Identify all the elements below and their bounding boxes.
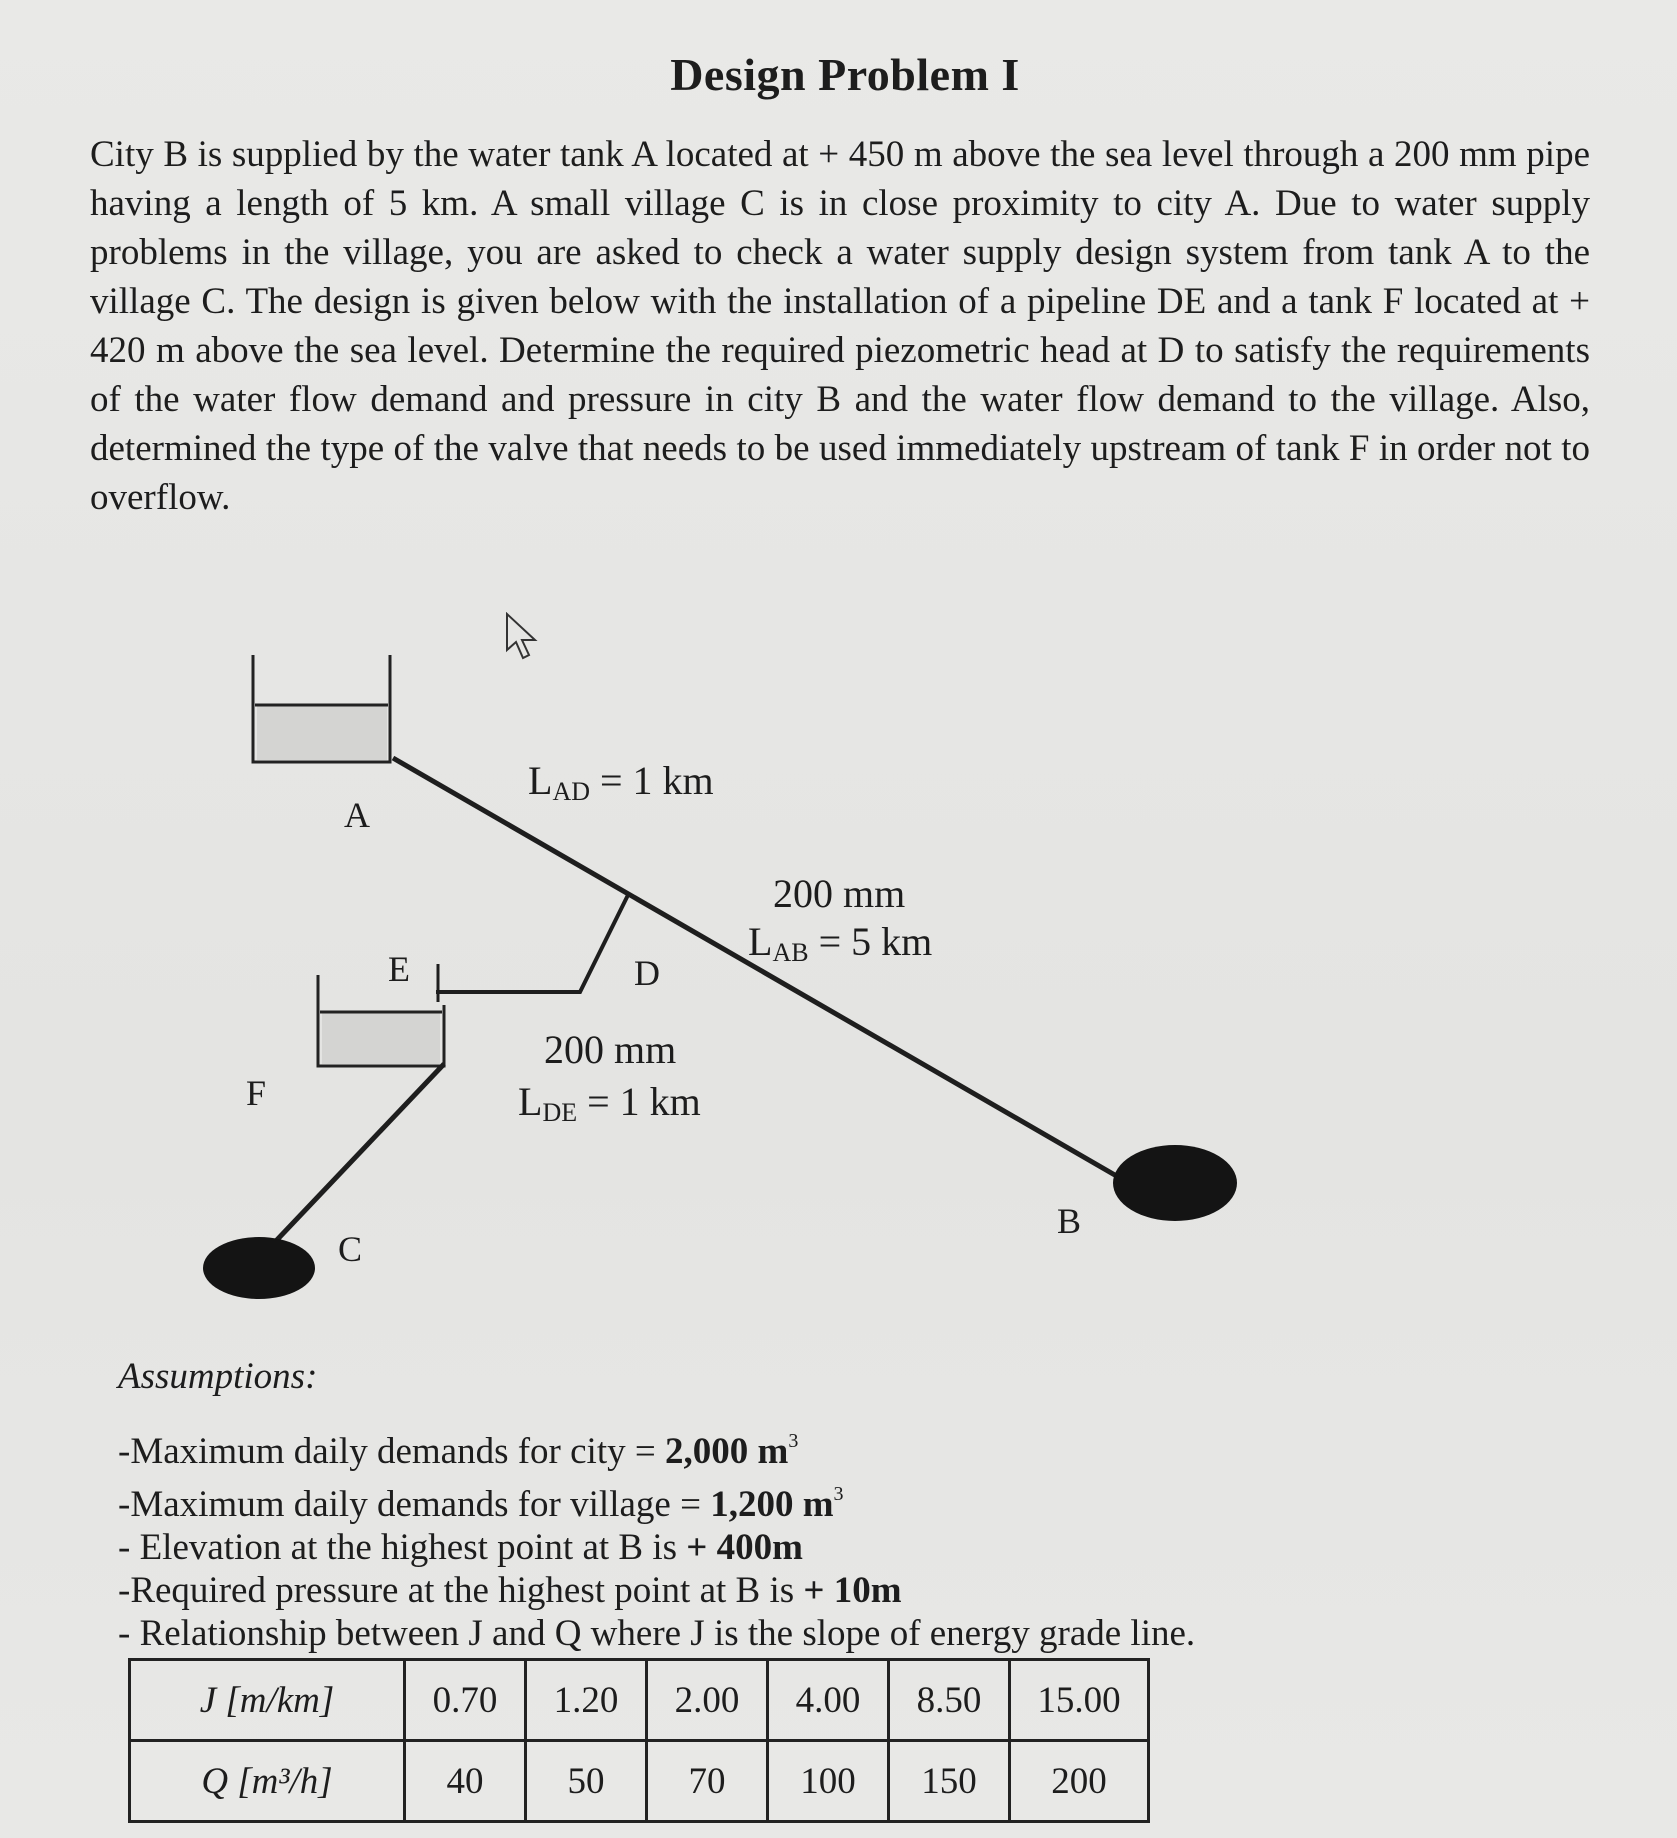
table-cell: 200 xyxy=(1010,1741,1149,1822)
assumptions-section xyxy=(118,1355,1195,1655)
table-cell: 150 xyxy=(889,1741,1010,1822)
mouse-pointer-icon xyxy=(505,612,545,664)
assumption-relationship: - Relationship between J and Q where J is the slope of energy grade line. xyxy=(118,1613,1196,1654)
label-f: F xyxy=(246,1073,267,1113)
label-lde: $L_{DE} = 1$ km xyxy=(518,1079,701,1127)
page-title: Design Problem I xyxy=(670,49,1020,100)
table-header-q: Q [m³/h] xyxy=(130,1741,405,1822)
table-cell: 8.50 xyxy=(889,1660,1010,1741)
problem-statement: City B is supplied by the water tank A located at + 450 m above the sea level through a 200 mm pipe having a length of 5 km. A small village C is in close proximity to city A. Due to water supply problems in the village, you are asked to check a water supply design system from tank A to the village C. The design is given below with the installation of a pipeline DE and a tank F located at + 420 m above the sea level. Determine the required piezometric head at D to satisfy the requirements of the water flow demand and pressure in city B and the water flow demand to the village. Also, determined the type of the valve that needs to be used immediately upstream of tank F in order not to overflow. xyxy=(90,134,1590,518)
assumption-pressure: -Required pressure at the highest point at B is + 10m xyxy=(118,1570,902,1611)
pipe-de xyxy=(436,895,628,992)
label-c: C xyxy=(338,1229,363,1269)
label-d: D xyxy=(634,953,660,993)
table-cell: 70 xyxy=(647,1741,768,1822)
label-a: A xyxy=(344,795,370,835)
table-row-j xyxy=(130,1660,1149,1741)
table-cell: 40 xyxy=(405,1741,526,1822)
table-cell: 15.00 xyxy=(1010,1660,1149,1741)
table-header-j: J [m/km] xyxy=(130,1660,405,1741)
table-cell: 100 xyxy=(768,1741,889,1822)
label-lab: $L_{AB} = 5$ km xyxy=(748,919,933,967)
village-c xyxy=(203,1237,315,1299)
city-b xyxy=(1113,1145,1237,1221)
assumption-village-demand: -Maximum daily demands for village = 1,200 $m^3$ xyxy=(118,1483,844,1525)
label-ab-diameter: 200 mm xyxy=(773,871,906,916)
table-cell: 50 xyxy=(526,1741,647,1822)
pipe-fc xyxy=(274,1064,444,1243)
tank-f xyxy=(318,975,444,1066)
assumption-elevation: - Elevation at the highest point at B is + 400m xyxy=(118,1527,803,1568)
label-b: B xyxy=(1057,1201,1082,1241)
pipe-ab xyxy=(393,758,1120,1178)
assumption-city-demand: -Maximum daily demands for city = 2,000 $m^3$ xyxy=(118,1430,799,1472)
table-row-q xyxy=(130,1741,1149,1822)
label-e: E xyxy=(388,949,410,989)
tank-a xyxy=(253,655,390,762)
j-q-table xyxy=(128,1658,1150,1823)
table-cell: 4.00 xyxy=(768,1660,889,1741)
label-lad: $L_{AD} = 1$ km xyxy=(528,758,714,806)
table-cell: 2.00 xyxy=(647,1660,768,1741)
table-cell: 0.70 xyxy=(405,1660,526,1741)
assumptions-heading: Assumptions: xyxy=(118,1356,318,1397)
table-cell: 1.20 xyxy=(526,1660,647,1741)
label-de-diameter: 200 mm xyxy=(544,1027,677,1072)
